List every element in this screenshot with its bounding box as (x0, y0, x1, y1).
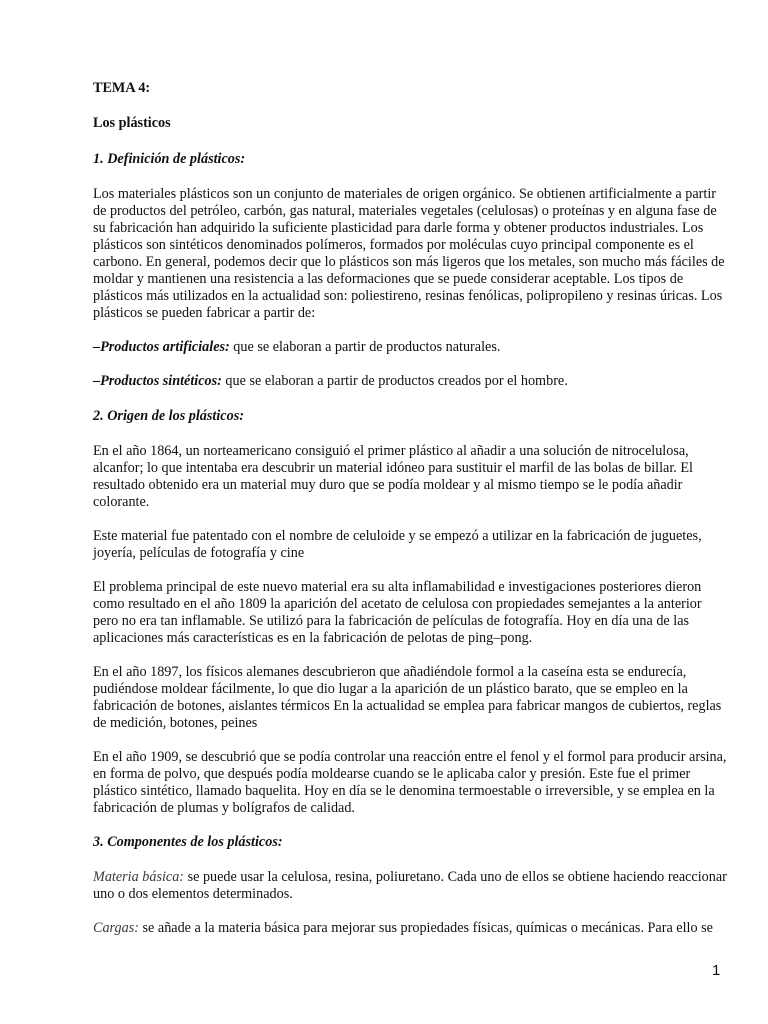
item-text: que se elaboran a partir de productos naturales. (229, 339, 501, 355)
section1-item-artificiales (93, 339, 727, 356)
section2-paragraph-4: En el año 1897, los físicos alemanes descubrieron que añadiéndole formol a la caseína esta se endurecía, pudiéndose moldear fácilmente, lo que dio lugar a la aparición de un plástico barato, que se empleo en la fabricación de botones, aislantes térmicos En la actualidad se emplea para fabricar mangos de cubiertos, reglas de medición, botones, peines (93, 664, 722, 731)
item-text: se puede usar la celulosa, resina, poliuretano. Cada uno de ellos se obtiene haciendo reaccionar uno o dos elementos determinados. (93, 869, 727, 902)
section2-paragraph-3: El problema principal de este nuevo material era su alta inflamabilidad e investigaciones posteriores dieron como resultado en el año 1809 la aparición del acetato de celulosa con propiedades semejantes a la anterior pero no era tan inflamable. Se utilizó para la fabricación de películas de fotografía. Hoy en día una de las aplicaciones más características es en la fabricación de pelotas de ping–pong. (93, 579, 702, 646)
section2-paragraph-1: En el año 1864, un norteamericano consiguió el primer plástico al añadir a una solución de nitrocelulosa, alcanfor; lo que intentaba era descubrir un material idóneo para sustituir el marfil de las bolas de billar. El resultado obtenido era un material muy duro que se podía moldear y al mismo tiempo se le podía añadir colorante. (93, 443, 693, 510)
item-text: que se elaboran a partir de productos creados por el hombre. (221, 373, 568, 389)
document-body (93, 80, 727, 937)
section3-heading: 3. Componentes de los plásticos: (93, 834, 283, 850)
item-label: –Productos sintéticos: (93, 373, 222, 389)
section2-heading: 2. Origen de los plásticos: (93, 408, 244, 424)
topic-heading: TEMA 4: (93, 80, 151, 96)
item-label: Cargas: (93, 920, 139, 936)
section3-item-cargas (93, 920, 727, 937)
item-label: –Productos artificiales: (93, 339, 230, 355)
item-text: se añade a la materia básica para mejorar sus propiedades físicas, químicas o mecánicas. Para ello se (138, 920, 713, 936)
section2-paragraph-5: En el año 1909, se descubrió que se podía controlar una reacción entre el fenol y el formol para producir arsina, en forma de polvo, que después podía moldearse cuando se le aplicaba calor y presión. Este fue el primer plástico sintético, llamado baquelita. Hoy en día se le denomina termoestable o irreversible, y se emplea en la fabricación de plumas y bolígrafos de calidad. (93, 749, 727, 816)
page-number: 1 (712, 962, 721, 979)
item-label: Materia básica: (93, 869, 185, 885)
section1-heading: 1. Definición de plásticos: (93, 151, 246, 167)
section1-paragraph: Los materiales plásticos son un conjunto de materiales de origen orgánico. Se obtienen artificialmente a partir de productos del petróleo, carbón, gas natural, materiales vegetales (celulosas) o proteínas y en alguna fase de su fabricación han adquirido la suficiente plasticidad para darle forma y obtener productos industriales. Los plásticos son sintéticos denominados polímeros, formados por moléculas cuyo principal componente es el carbono. En general, podemos decir que lo plásticos son más ligeros que los metales, son mucho más fáciles de moldar y mantienen una resistencia a las deformaciones que se puede considerar aceptable. Los tipos de plásticos más utilizados en la actualidad son: poliestireno, resinas fenólicas, polipropileno y resinas úricas. Los plásticos se pueden fabricar a partir de: (93, 186, 725, 321)
section3-item-materia-basica (93, 869, 727, 903)
section1-item-sinteticos (93, 373, 727, 390)
section2-paragraph-2: Este material fue patentado con el nombre de celuloide y se empezó a utilizar en la fabricación de juguetes, joyería, películas de fotografía y cine (93, 528, 702, 561)
document-title: Los plásticos (93, 115, 171, 131)
